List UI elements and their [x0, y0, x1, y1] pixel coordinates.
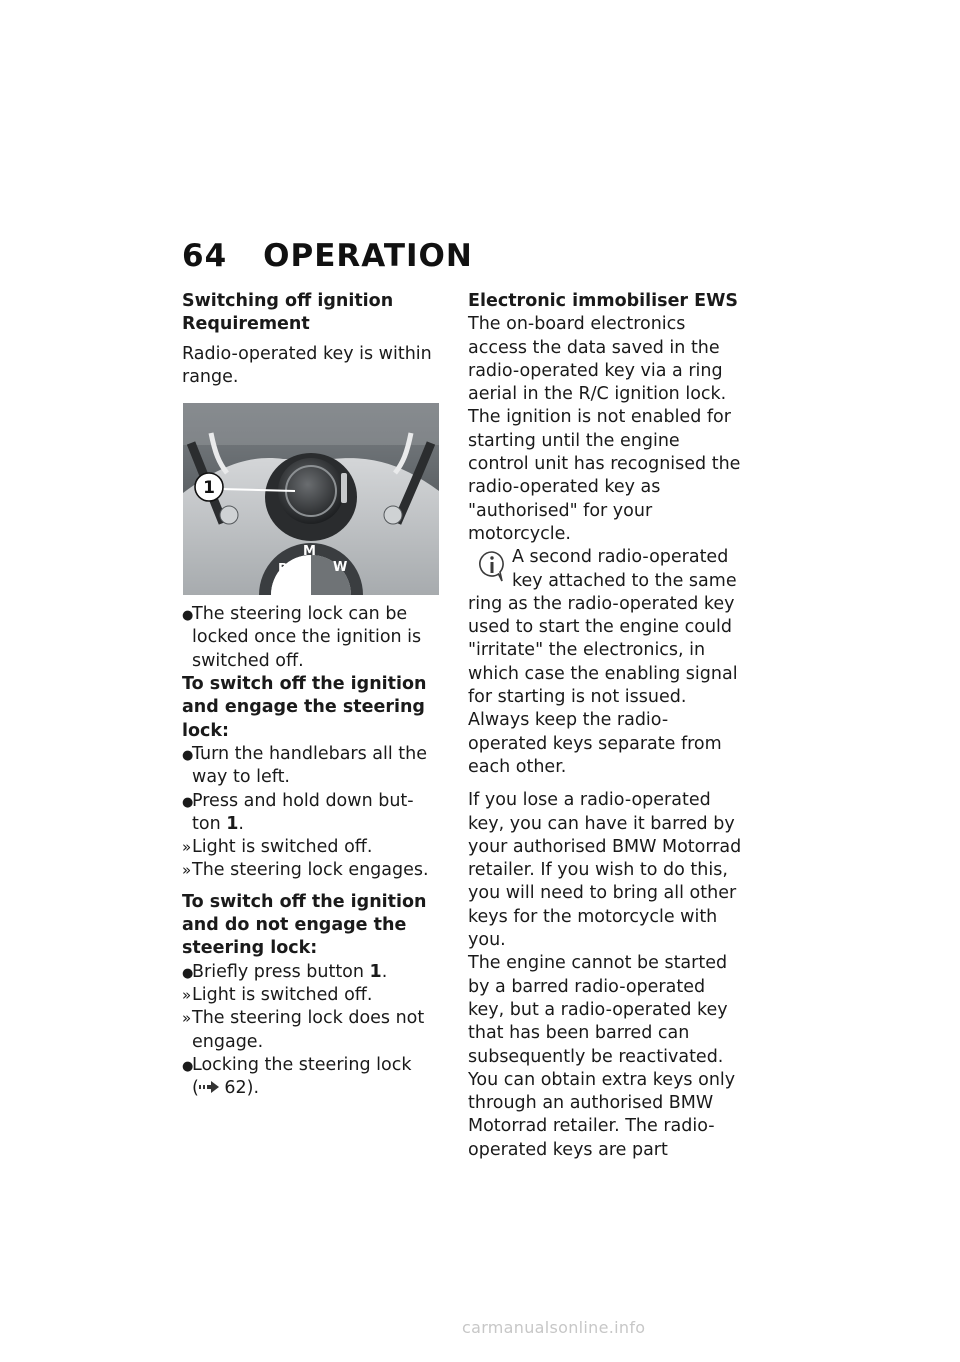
- result-arrow-icon: »: [182, 838, 192, 857]
- procedure-heading: To switch off the ignition and do not engage the steering lock:: [182, 891, 427, 959]
- result-item: » Light is switched off.: [182, 984, 444, 1007]
- bullet-icon: ●: [182, 965, 194, 981]
- paragraph: The engine cannot be started by a barred radio-operated key, but a radio-operated key that has been barred can subsequently be reactivated.: [468, 953, 728, 1067]
- list-item: ● Press and hold down but- ton 1.: [182, 790, 414, 834]
- result-item: » The steering lock does not engage.: [182, 1008, 425, 1052]
- bullet-icon: ●: [182, 1058, 194, 1074]
- ignition-switch-photo: [183, 403, 439, 595]
- left-column: [182, 290, 444, 1100]
- right-column: [468, 290, 743, 1162]
- paragraph: The on-board electronics access the data saved in the radio-operated key via a ring aerial in the R/C ignition lock. The ignition is not enabled for starting until the engine control unit has recognised the radio-operated key as "authorised" for your motorcycle.: [468, 314, 741, 544]
- result-arrow-icon: »: [182, 861, 192, 880]
- page-header: [182, 238, 473, 274]
- bullet-icon: ●: [182, 608, 194, 624]
- list-item: ● Briefly press button 1.: [182, 961, 444, 984]
- result-item: » Light is switched off.: [182, 836, 444, 859]
- result-arrow-icon: »: [182, 985, 192, 1004]
- watermark: carmanualsonline.info: [462, 1318, 646, 1337]
- svg-text:B: B: [278, 562, 288, 578]
- page-number: 64: [182, 238, 228, 274]
- info-note: A second radio-operated key attached to the same ring as the radio-operated key used to start the engine could "irritate" the electronics, in which case the enabling signal for starting is not issued. Always keep the radio-operated keys separate from each other.: [468, 547, 738, 777]
- info-icon: [478, 550, 506, 584]
- list-item: ● Turn the handlebars all the way to left.: [182, 743, 428, 788]
- requirement-heading: Requirement: [182, 314, 310, 335]
- section-heading: Electronic immobiliser EWS: [468, 291, 739, 311]
- procedure-heading: To switch off the ignition and engage the steering lock:: [182, 674, 427, 741]
- page-reference-arrow-icon: [199, 1081, 219, 1093]
- photo-callout: 1: [203, 478, 215, 499]
- list-item: ● The steering lock can be locked once the ignition is switched off.: [182, 604, 422, 671]
- bullet-icon: ●: [182, 794, 194, 810]
- bullet-icon: ●: [182, 747, 194, 763]
- svg-text:M: M: [303, 544, 316, 560]
- result-arrow-icon: »: [182, 1009, 192, 1028]
- section-heading: Switching off ignition: [182, 291, 394, 311]
- requirement-text: Radio-operated key is within range.: [182, 343, 432, 387]
- paragraph: If you lose a radio-operated key, you can have it barred by your authorised BMW Motorrad retailer. If you wish to do this, you will need to bring all other keys for the motorcycle with you.: [468, 790, 742, 951]
- result-item: » The steering lock engages.: [182, 859, 444, 882]
- paragraph: You can obtain extra keys only through an authorised BMW Motorrad retailer. The radio-operated keys are part: [468, 1069, 736, 1160]
- svg-text:W: W: [333, 560, 348, 576]
- list-item: ● Locking the steering lock ( 62).: [182, 1054, 412, 1099]
- section-title: OPERATION: [263, 238, 473, 274]
